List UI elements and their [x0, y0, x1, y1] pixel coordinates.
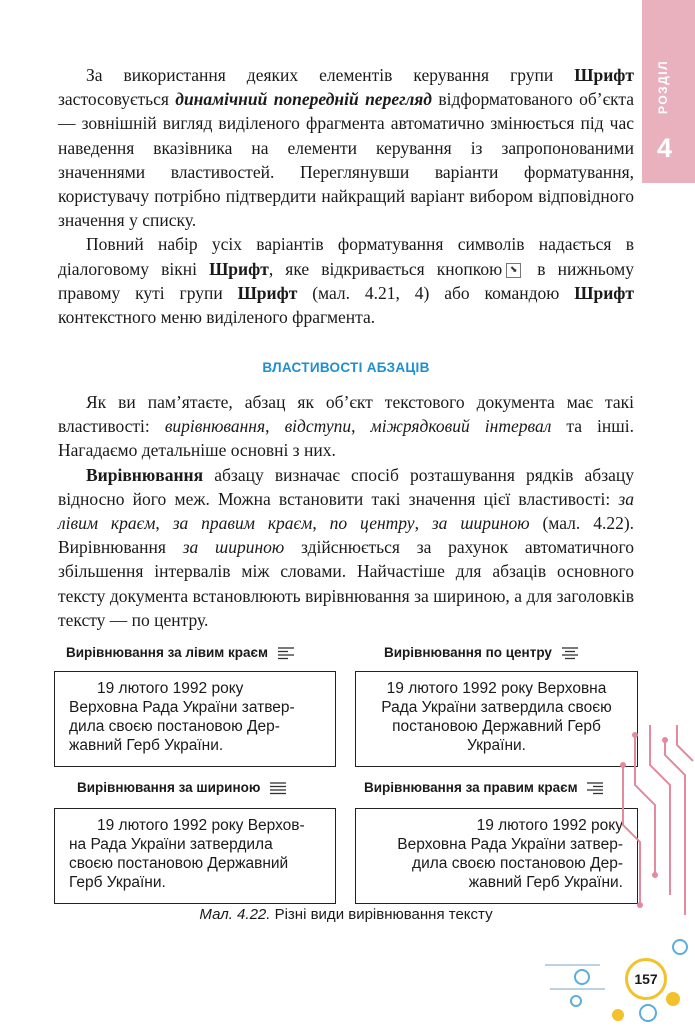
- section-number: 4: [657, 133, 673, 163]
- align-justify-icon: [270, 781, 286, 795]
- align-left-icon: [278, 646, 294, 660]
- intro-text: [58, 63, 634, 329]
- section-label: РОЗДІЛ: [656, 60, 670, 114]
- align-right-icon: [587, 781, 603, 795]
- align-center-icon: [562, 646, 578, 660]
- gears-decoration-icon: [540, 935, 695, 1029]
- example-center-box: 19 лютого 1992 року Верховна Рада України затвердила своєю постановою Державний Герб України.: [355, 671, 638, 767]
- example-right-label: Вирівнювання за правим краєм: [364, 780, 603, 795]
- example-left-label: Вирівнювання за лівим краєм: [66, 645, 294, 660]
- paragraph-2: Повний набір усіх варіантів форматування символів надається в діалоговому вікні Шрифт, яке відкривається кнопкою ⬊ в нижньому правому куті групи Шрифт (мал. 4.21, 4) або командою Шрифт контекстного меню виділеного фрагмента.: [58, 234, 634, 328]
- example-justify-box: 19 лютого 1992 року Верхов- на Рада України затвердила своєю постановою Державний Герб України.: [54, 808, 336, 904]
- paragraph-1: За використання деяких елементів керування групи Шрифт застосовується динамічний попередній перегляд відформатованого об’єкта — зовнішній вигляд виділеного фрагмента автоматично змінюється під час наведення вказівника на елементи керування із запропонованими значеннями властивостей. Переглянувши варіанти форматування, користувачу потрібно підтвердити найкращий варіант вибором відповідного значення у списку.: [58, 65, 634, 231]
- dialog-launcher-icon: ⬊: [506, 263, 521, 278]
- figure-caption: Мал. 4.22. Різні види вирівнювання тексту: [199, 906, 493, 923]
- paragraph-properties-text: [58, 390, 634, 632]
- page-number: 157: [625, 958, 667, 1000]
- example-left-box: 19 лютого 1992 року Верховна Рада України затвер- дила своєю постановою Дер- жавний Герб України.: [54, 671, 336, 767]
- paragraph-3: Як ви пам’ятаєте, абзац як об’єкт текстового документа має такі властивості: вирівнювання, відступи, міжрядковий інтервал та інші. Нагадаємо детальніше основні з них.: [58, 392, 635, 461]
- section-heading: ВЛАСТИВОСТІ АБЗАЦІВ: [262, 360, 430, 375]
- example-justify-label: Вирівнювання за шириною: [77, 780, 286, 795]
- paragraph-4: Вирівнювання абзацу визначає спосіб розташування рядків абзацу відносно його меж. Можна встановити такі значення цієї властивості: за лівим краєм, за правим краєм, по центру, за шириною (мал. 4.22). Вирівнювання за шириною здійснюється за рахунок автоматичного збільшення інтервалів між словами. Найчастіше для абзаців основного тексту документа встановлюють вирівнювання за шириною, а для заголовків тексту — по центру.: [58, 464, 635, 630]
- section-tab: [642, 0, 695, 183]
- example-right-box: 19 лютого 1992 року Верховна Рада України затвер- дила своєю постановою Дер- жавний Герб України.: [355, 808, 638, 904]
- example-center-label: Вирівнювання по центру: [384, 645, 578, 660]
